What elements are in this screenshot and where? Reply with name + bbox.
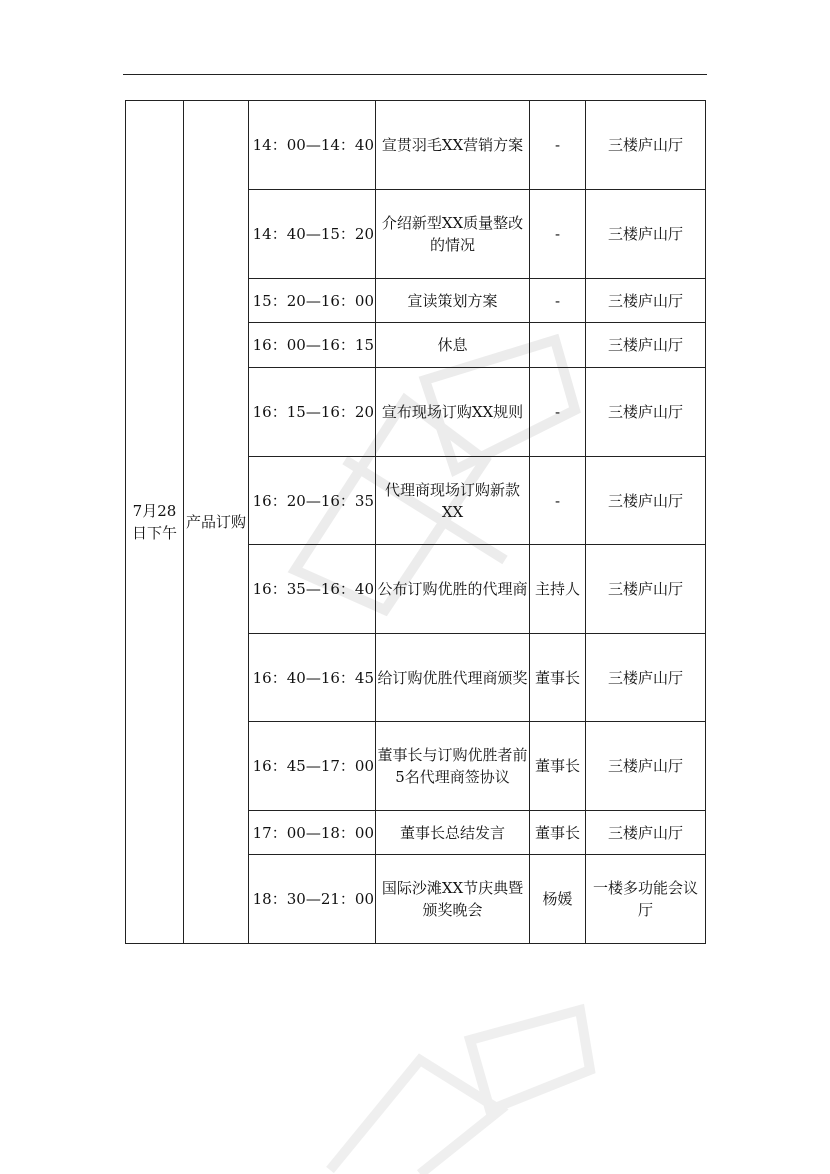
- session-topic: 产品订购: [185, 513, 246, 531]
- time-cell: 16：45—17：00: [249, 722, 376, 811]
- venue-cell: 三楼庐山厅: [586, 323, 706, 368]
- content-cell: 介绍新型XX质量整改的情况: [376, 190, 530, 279]
- presenter-cell: 杨媛: [530, 855, 586, 944]
- content-cell: 给订购优胜代理商颁奖: [376, 634, 530, 722]
- venue-cell: 三楼庐山厅: [586, 634, 706, 722]
- time-cell: 15：20—16：00: [249, 279, 376, 323]
- presenter-cell: -: [530, 101, 586, 190]
- venue-cell: 三楼庐山厅: [586, 722, 706, 811]
- presenter-cell: 董事长: [530, 722, 586, 811]
- content-cell: 宣读策划方案: [376, 279, 530, 323]
- presenter-cell: -: [530, 190, 586, 279]
- venue-cell: 三楼庐山厅: [586, 279, 706, 323]
- header-rule: [123, 74, 707, 75]
- venue-cell: 三楼庐山厅: [586, 368, 706, 457]
- time-cell: 16：20—16：35: [249, 457, 376, 545]
- time-cell: 16：35—16：40: [249, 545, 376, 634]
- time-cell: 14：40—15：20: [249, 190, 376, 279]
- presenter-cell: -: [530, 457, 586, 545]
- time-cell: 17：00—18：00: [249, 811, 376, 855]
- venue-cell: 一楼多功能会议厅: [586, 855, 706, 944]
- time-cell: 16：40—16：45: [249, 634, 376, 722]
- presenter-cell: -: [530, 279, 586, 323]
- schedule-table: [125, 100, 706, 944]
- time-cell: 16：15—16：20: [249, 368, 376, 457]
- session-date-cell: [126, 101, 184, 944]
- time-cell: 14：00—14：40: [249, 101, 376, 190]
- venue-cell: 三楼庐山厅: [586, 811, 706, 855]
- time-cell: 16：00—16：15: [249, 323, 376, 368]
- time-cell: 18：30—21：00: [249, 855, 376, 944]
- content-cell: 董事长总结发言: [376, 811, 530, 855]
- session-date: 7月28日下午: [131, 502, 177, 542]
- presenter-cell: -: [530, 368, 586, 457]
- presenter-cell: [530, 323, 586, 368]
- presenter-cell: 董事长: [530, 634, 586, 722]
- content-cell: 宣贯羽毛XX营销方案: [376, 101, 530, 190]
- content-cell: 国际沙滩XX节庆典暨颁奖晚会: [376, 855, 530, 944]
- presenter-cell: 董事长: [530, 811, 586, 855]
- content-cell: 代理商现场订购新款XX: [376, 457, 530, 545]
- content-cell: 宣布现场订购XX规则: [376, 368, 530, 457]
- content-cell: 公布订购优胜的代理商: [376, 545, 530, 634]
- venue-cell: 三楼庐山厅: [586, 101, 706, 190]
- content-cell: 董事长与订购优胜者前5名代理商签协议: [376, 722, 530, 811]
- venue-cell: 三楼庐山厅: [586, 545, 706, 634]
- venue-cell: 三楼庐山厅: [586, 457, 706, 545]
- session-topic-cell: [184, 101, 249, 944]
- content-cell: 休息: [376, 323, 530, 368]
- venue-cell: 三楼庐山厅: [586, 190, 706, 279]
- presenter-cell: 主持人: [530, 545, 586, 634]
- table-row: [126, 101, 706, 190]
- watermark-seal-icon-bottom: [300, 1000, 600, 1174]
